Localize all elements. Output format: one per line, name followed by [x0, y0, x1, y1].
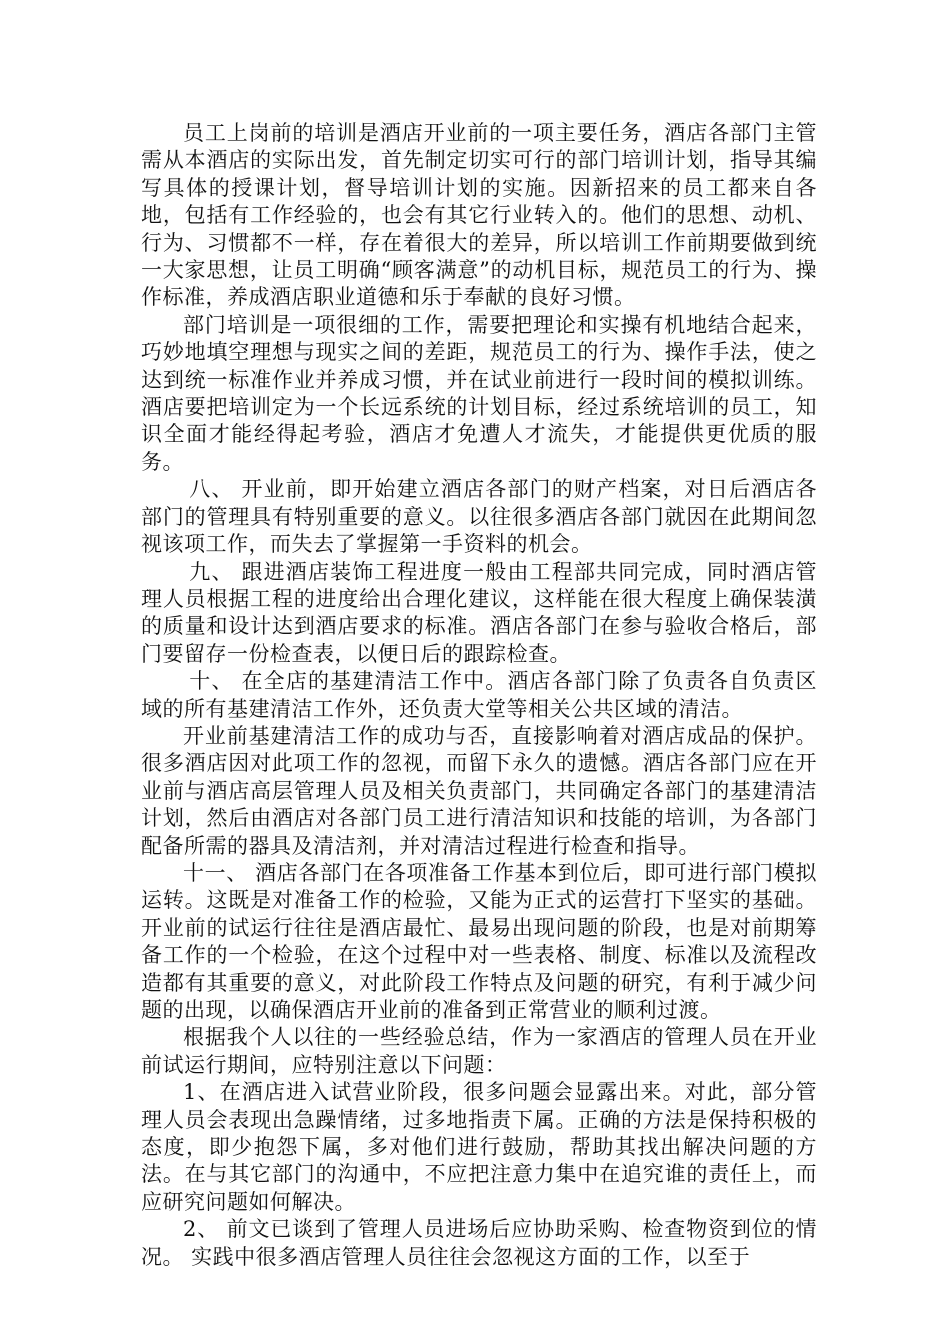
paragraph-point-two: 2、 前文已谈到了管理人员进场后应协助采购、检查物资到位的情况。 实践中很多酒店管理人员往往会忽视这方面的工作，以至于: [141, 1217, 817, 1269]
paragraph-experience-summary: 根据我个人以往的一些经验总结，作为一家酒店的管理人员在开业前试运行期间，应特别注意以下问题：: [141, 1025, 817, 1077]
paragraph-item-ten: 十、 在全店的基建清洁工作中。酒店各部门除了负责各自负责区域的所有基建清洁工作外，还负责大堂等相关公共区域的清洁。: [141, 669, 817, 721]
paragraph-cleaning: 开业前基建清洁工作的成功与否，直接影响着对酒店成品的保护。很多酒店因对此项工作的忽视，而留下永久的遗憾。酒店各部门应在开业前与酒店高层管理人员及相关负责部门，共同确定各部门的基建清洁计划，然后由酒店对各部门员工进行清洁知识和技能的培训，为各部门配备所需的器具及清洁剂，并对清洁过程进行检查和指导。: [141, 723, 817, 858]
paragraph-item-nine: 九、 跟进酒店装饰工程进度一般由工程部共同完成，同时酒店管理人员根据工程的进度给出合理化建议，这样能在很大程度上确保装潢的质量和设计达到酒店要求的标准。酒店各部门在参与验收合格后，部门要留存一份检查表，以便日后的跟踪检查。: [141, 559, 817, 666]
paragraph-point-one: 1、在酒店进入试营业阶段，很多问题会显露出来。对此，部分管理人员会表现出急躁情绪，过多地指责下属。正确的方法是保持积极的态度，即少抱怨下属，多对他们进行鼓励，帮助其找出解决问题的方法。在与其它部门的沟通中，不应把注意力集中在追究谁的责任上，而应研究问题如何解决。: [141, 1080, 817, 1214]
paragraph-training-intro: 员工上岗前的培训是酒店开业前的一项主要任务，酒店各部门主管需从本酒店的实际出发，首先制定切实可行的部门培训计划，指导其编写具体的授课计划，督导培训计划的实施。因新招来的员工都来自各地，包括有工作经验的，也会有其它行业转入的。他们的思想、动机、行为、习惯都不一样，存在着很大的差异，所以培训工作前期要做到统一大家思想，让员工明确“顾客满意”的动机目标，规范员工的行为、操作标准，养成酒店职业道德和乐于奉献的良好习惯。: [141, 121, 817, 310]
paragraph-item-eight: 八、 开业前，即开始建立酒店各部门的财产档案，对日后酒店各部门的管理具有特别重要的意义。以往很多酒店各部门就因在此期间忽视该项工作，而失去了掌握第一手资料的机会。: [141, 477, 817, 557]
paragraph-item-eleven: 十一、 酒店各部门在各项准备工作基本到位后，即可进行部门模拟运转。这既是对准备工作的检验，又能为正式的运营打下坚实的基础。开业前的试运行往往是酒店最忙、最易出现问题的阶段，也是对前期筹备工作的一个检验，在这个过程中对一些表格、制度、标准以及流程改造都有其重要的意义，对此阶段工作特点及问题的研究，有利于减少问题的出现，以确保酒店开业前的准备到正常营业的顺利过渡。: [141, 860, 817, 1022]
document-body: [141, 120, 817, 1271]
paragraph-department-training: 部门培训是一项很细的工作，需要把理论和实操有机地结合起来，巧妙地填空理想与现实之间的差距，规范员工的行为、操作手法，使之达到统一标准作业并养成习惯，并在试业前进行一段时间的模拟训练。酒店要把培训定为一个长远系统的计划目标，经过系统培训的员工，知识全面才能经得起考验，酒店才免遭人才流失，才能提供更优质的服务。: [141, 312, 817, 474]
